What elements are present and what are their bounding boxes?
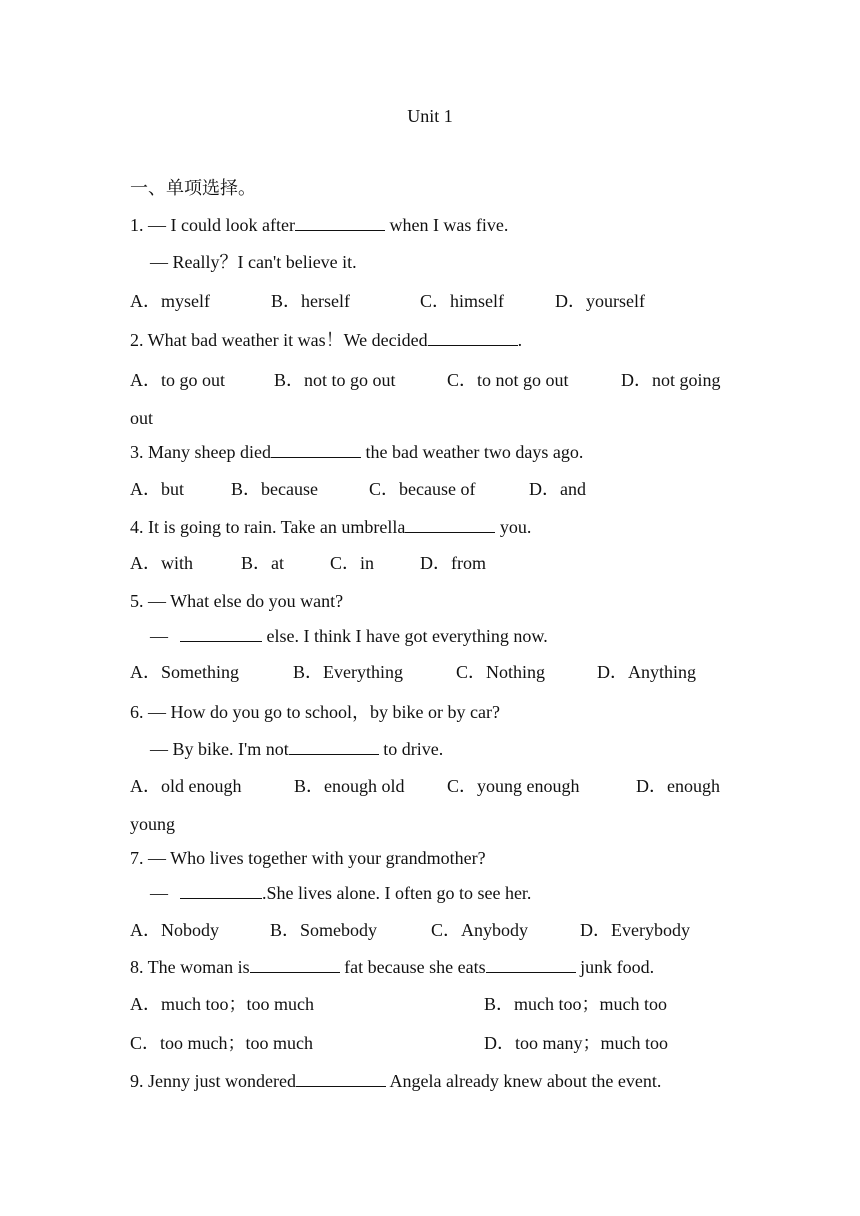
question-text: to drive. — [378, 739, 444, 759]
option-d: D．from — [420, 553, 486, 573]
question-1-reply: — Really？I can't believe it. — [150, 252, 357, 272]
question-text: junk food. — [575, 957, 655, 977]
option-d: D．enough — [636, 776, 720, 796]
question-1 — [130, 213, 508, 237]
question-text: 2. What bad weather it was！We decided — [130, 330, 428, 350]
option-d: D．and — [529, 479, 586, 499]
question-4 — [130, 515, 531, 539]
option-d: D．Everybody — [580, 920, 690, 940]
question-text: 9. Jenny just wondered — [130, 1071, 296, 1091]
option-c: C．in — [330, 553, 375, 573]
option-b: B．because — [231, 479, 318, 499]
option-d: D．not going — [621, 370, 721, 390]
option-d-wrap: young — [130, 814, 175, 834]
answer-blank — [271, 440, 361, 458]
option-d: D．too many；much too — [484, 1033, 668, 1053]
answer-blank — [180, 881, 262, 899]
option-a: A．Nobody — [130, 920, 219, 940]
option-b: B．Somebody — [270, 920, 378, 940]
answer-blank — [428, 328, 518, 346]
question-6: 6. — How do you go to school，by bike or by car? — [130, 702, 500, 722]
option-c: C．too much；too much — [130, 1033, 313, 1053]
option-b: B．much too；much too — [484, 994, 667, 1014]
question-text: the bad weather two days ago. — [360, 442, 584, 462]
answer-blank — [405, 515, 495, 533]
answer-blank — [295, 213, 385, 231]
question-text: 3. Many sheep died — [130, 442, 271, 462]
question-text: 8. The woman is — [130, 957, 250, 977]
option-b: B．enough old — [294, 776, 405, 796]
option-c: C．to not go out — [447, 370, 569, 390]
section-heading: 一、单项选择。 — [130, 178, 256, 198]
question-6-reply — [150, 737, 443, 761]
question-5: 5. — What else do you want? — [130, 591, 344, 611]
option-d: D．yourself — [555, 291, 645, 311]
option-a: A．Something — [130, 662, 240, 682]
question-text: Angela already knew about the event. — [385, 1071, 662, 1091]
question-text: when I was five. — [384, 215, 509, 235]
option-c: C．young enough — [447, 776, 580, 796]
question-8 — [130, 955, 654, 979]
question-7-reply — [150, 881, 531, 905]
option-a: A．but — [130, 479, 184, 499]
answer-blank — [296, 1069, 386, 1087]
option-c: C．because of — [369, 479, 476, 499]
question-text: . — [517, 330, 523, 350]
answer-blank — [289, 737, 379, 755]
option-a: A．to go out — [130, 370, 226, 390]
option-c: C．Anybody — [431, 920, 529, 940]
option-d-wrap: out — [130, 408, 154, 428]
answer-blank — [180, 624, 262, 642]
question-7: 7. — Who lives together with your grandmother? — [130, 848, 486, 868]
question-text: 4. It is going to rain. Take an umbrella — [130, 517, 406, 537]
question-text: 1. — I could look after — [130, 215, 295, 235]
option-d: D．Anything — [597, 662, 696, 682]
question-9 — [130, 1069, 661, 1093]
option-a: A．myself — [130, 291, 210, 311]
dash: — — [150, 883, 168, 903]
answer-blank — [486, 955, 576, 973]
page-title: Unit 1 — [407, 106, 453, 126]
question-text: .She lives alone. I often go to see her. — [262, 883, 532, 903]
option-a: A．old enough — [130, 776, 242, 796]
option-b: B．herself — [271, 291, 350, 311]
option-a: A．with — [130, 553, 193, 573]
option-c: C．himself — [420, 291, 504, 311]
question-text: — By bike. I'm not — [150, 739, 289, 759]
answer-blank — [250, 955, 340, 973]
question-text: else. I think I have got everything now. — [262, 626, 548, 646]
question-2 — [130, 328, 522, 352]
dash: — — [150, 626, 168, 646]
option-b: B．Everything — [293, 662, 403, 682]
option-a: A．much too；too much — [130, 994, 314, 1014]
question-3 — [130, 440, 583, 464]
question-5-reply — [150, 624, 548, 648]
option-b: B．at — [241, 553, 284, 573]
option-c: C．Nothing — [456, 662, 546, 682]
option-b: B．not to go out — [274, 370, 396, 390]
question-text: you. — [495, 517, 532, 537]
question-text: fat because she eats — [339, 957, 486, 977]
